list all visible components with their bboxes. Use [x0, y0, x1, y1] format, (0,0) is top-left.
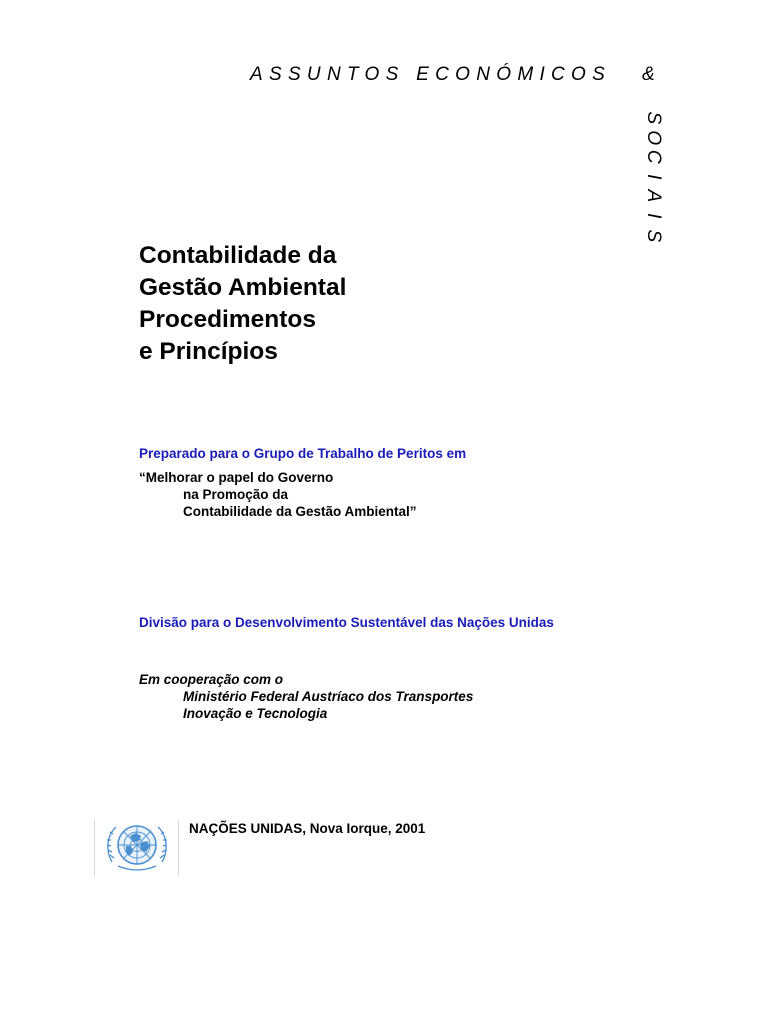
workgroup-quote — [139, 469, 417, 520]
quote-line: na Promoção da — [183, 487, 289, 502]
series-vertical-letter: I — [642, 173, 664, 180]
cooperation-line: Ministério Federal Austríaco dos Transportes — [183, 689, 474, 704]
series-vertical-letter: O — [642, 130, 664, 145]
series-vertical-letter: S — [642, 111, 664, 125]
series-ampersand: & — [642, 64, 655, 85]
cooperation-line: Em cooperação com o — [139, 672, 284, 687]
quote-line: “Melhorar o papel do Governo — [139, 470, 334, 485]
document-title — [139, 240, 346, 368]
series-vertical-letter: C — [642, 150, 664, 164]
un-emblem-icon — [104, 818, 170, 874]
series-heading-vertical — [639, 108, 667, 245]
title-line: Gestão Ambiental — [139, 274, 347, 301]
series-vertical-letter: S — [642, 229, 664, 242]
cooperation-line: Inovação e Tecnologia — [183, 706, 328, 721]
division-name: Divisão para o Desenvolvimento Sustentável das Nações Unidas — [139, 615, 554, 630]
series-vertical-letter: A — [642, 189, 664, 203]
title-line: e Princípios — [139, 338, 278, 365]
series-vertical-letter: I — [642, 213, 664, 219]
quote-line: Contabilidade da Gestão Ambiental” — [183, 504, 417, 519]
prepared-for-text: Preparado para o Grupo de Trabalho de Peritos em — [139, 446, 467, 461]
logo-divider-left — [94, 820, 95, 876]
publisher-footer: NAÇÕES UNIDAS, Nova Iorque, 2001 — [189, 821, 426, 836]
title-line: Contabilidade da — [139, 242, 337, 269]
cooperation-block — [139, 671, 473, 722]
series-heading: ASSUNTOS ECONÓMICOS — [250, 64, 612, 85]
title-line: Procedimentos — [139, 306, 316, 333]
logo-divider-right — [178, 820, 179, 876]
